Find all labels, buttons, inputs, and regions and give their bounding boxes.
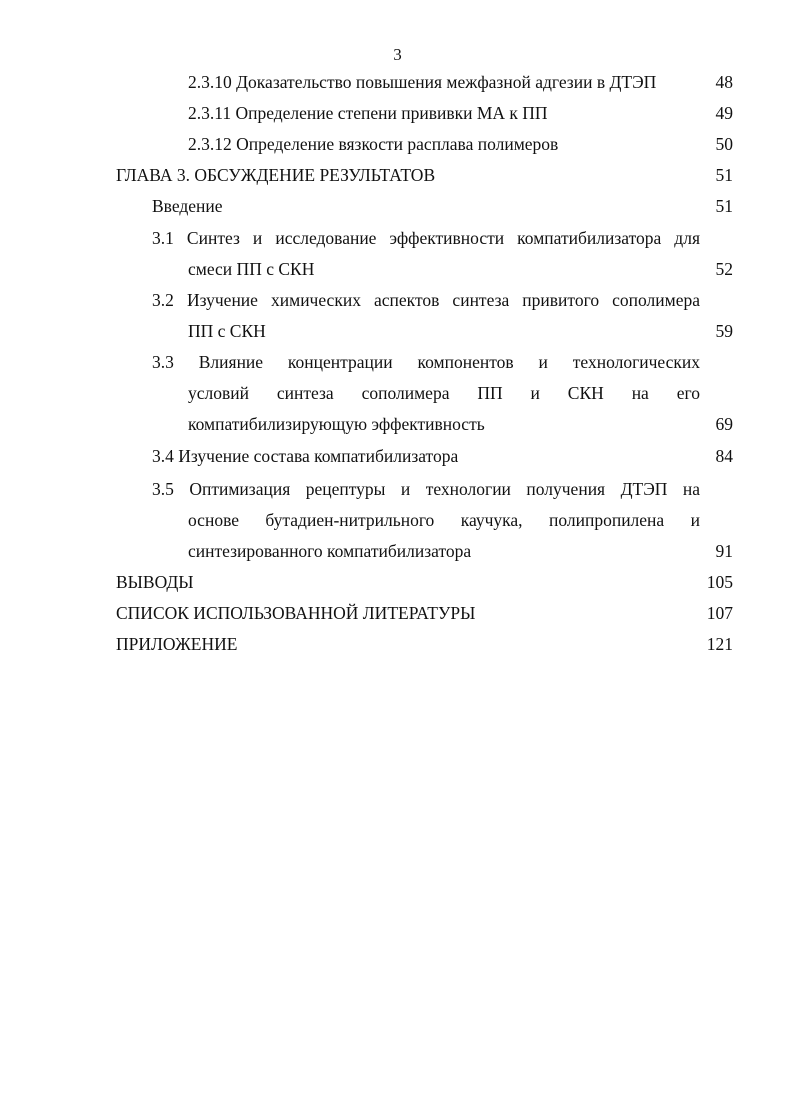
toc-entry-text-line: смеси ПП с СКН <box>188 259 315 279</box>
page-number: 3 <box>393 45 402 64</box>
toc-entry-text: 2.3.10 Доказательство повышения межфазной адгезии в ДТЭП <box>188 72 657 92</box>
toc-entry-text: ВЫВОДЫ <box>116 572 194 592</box>
toc-entry-page: 69 <box>715 414 733 434</box>
toc-entry-text: Введение <box>152 196 223 216</box>
toc-entry-page: 51 <box>715 196 733 216</box>
toc-entry-page: 51 <box>715 165 733 185</box>
toc-entry-text: ПРИЛОЖЕНИЕ <box>116 634 238 654</box>
toc-entry-text-line: основе бутадиен-нитрильного каучука, полипропилена и <box>188 510 700 530</box>
toc-entry-page: 48 <box>715 72 733 92</box>
toc-entry-text: ГЛАВА 3. ОБСУЖДЕНИЕ РЕЗУЛЬТАТОВ <box>116 165 436 185</box>
toc-entry-text-line: синтезированного компатибилизатора <box>188 541 472 561</box>
toc-entry-page: 121 <box>706 634 733 654</box>
toc-entry-page: 50 <box>715 134 733 154</box>
toc-entry-text: 2.3.12 Определение вязкости расплава полимеров <box>188 134 559 154</box>
toc-entry-text-line: условий синтеза сополимера ПП и СКН на его <box>188 383 700 403</box>
toc-entry-text-line: компатибилизирующую эффективность <box>188 414 485 434</box>
toc-entry-page: 84 <box>715 446 733 466</box>
toc-entry-page: 105 <box>706 572 733 592</box>
toc-entry-page: 59 <box>715 321 733 341</box>
toc-entry-text-line: 3.2 Изучение химических аспектов синтеза привитого сополимера <box>152 290 700 310</box>
toc-entry-page: 49 <box>715 103 733 123</box>
toc-entry-page: 52 <box>715 259 733 279</box>
toc-entry-text-line: 3.3 Влияние концентрации компонентов и технологических <box>152 352 700 372</box>
toc-entry-text: 3.4 Изучение состава компатибилизатора <box>152 446 459 466</box>
toc-entry-text-line: 3.5 Оптимизация рецептуры и технологии получения ДТЭП на <box>152 479 700 499</box>
toc-entry-page: 91 <box>715 541 733 561</box>
toc-entry-text-line: 3.1 Синтез и исследование эффективности компатибилизатора для <box>152 228 700 248</box>
toc-entry-text: СПИСОК ИСПОЛЬЗОВАННОЙ ЛИТЕРАТУРЫ <box>116 603 476 623</box>
toc-entry-page: 107 <box>706 603 733 623</box>
toc-entry-text-line: ПП с СКН <box>188 321 266 341</box>
toc-entry-text: 2.3.11 Определение степени прививки МА к ПП <box>188 103 548 123</box>
